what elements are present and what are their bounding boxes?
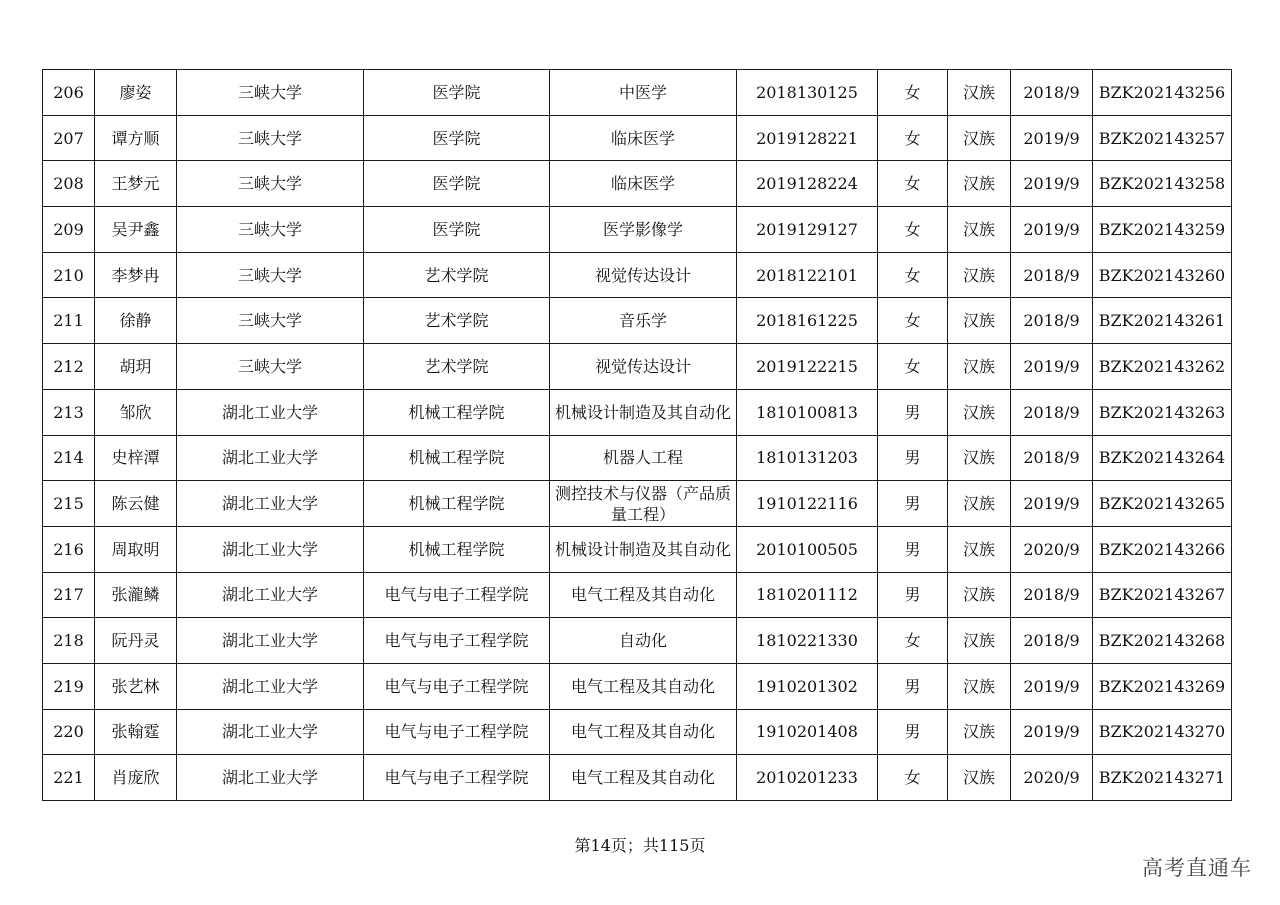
cell-row-number: 220 — [43, 709, 95, 755]
cell-college: 艺术学院 — [364, 252, 550, 298]
cell-college: 电气与电子工程学院 — [364, 572, 550, 618]
cell-college: 电气与电子工程学院 — [364, 618, 550, 664]
cell-student-id: 2019122215 — [737, 344, 878, 390]
cell-row-number: 206 — [43, 70, 95, 116]
cell-row-number: 221 — [43, 755, 95, 801]
cell-major: 机器人工程 — [550, 435, 737, 481]
table-row — [43, 618, 1232, 664]
cell-ethnicity: 汉族 — [948, 298, 1011, 344]
cell-enrollment-date: 2018/9 — [1011, 572, 1093, 618]
table-row — [43, 572, 1232, 618]
cell-ethnicity: 汉族 — [948, 572, 1011, 618]
cell-student-id: 1910122116 — [737, 481, 878, 527]
cell-college: 医学院 — [364, 161, 550, 207]
cell-university: 三峡大学 — [177, 70, 364, 116]
cell-ethnicity: 汉族 — [948, 161, 1011, 207]
cell-ethnicity: 汉族 — [948, 526, 1011, 572]
cell-student-name: 张翰霆 — [95, 709, 177, 755]
cell-student-id: 2019128221 — [737, 115, 878, 161]
cell-college: 机械工程学院 — [364, 389, 550, 435]
cell-student-id: 2010100505 — [737, 526, 878, 572]
cell-ethnicity: 汉族 — [948, 435, 1011, 481]
table-row — [43, 389, 1232, 435]
cell-university: 三峡大学 — [177, 252, 364, 298]
cell-gender: 女 — [878, 115, 948, 161]
cell-certificate-number: BZK202143269 — [1093, 663, 1232, 709]
cell-gender: 男 — [878, 435, 948, 481]
table-row — [43, 70, 1232, 116]
cell-gender: 女 — [878, 70, 948, 116]
cell-row-number: 210 — [43, 252, 95, 298]
cell-certificate-number: BZK202143262 — [1093, 344, 1232, 390]
cell-row-number: 211 — [43, 298, 95, 344]
cell-ethnicity: 汉族 — [948, 755, 1011, 801]
cell-university: 湖北工业大学 — [177, 572, 364, 618]
cell-university: 湖北工业大学 — [177, 481, 364, 527]
cell-enrollment-date: 2019/9 — [1011, 481, 1093, 527]
cell-college: 艺术学院 — [364, 298, 550, 344]
cell-enrollment-date: 2019/9 — [1011, 344, 1093, 390]
table-row — [43, 709, 1232, 755]
cell-university: 三峡大学 — [177, 207, 364, 253]
cell-student-name: 张瀧鳞 — [95, 572, 177, 618]
cell-student-name: 张艺林 — [95, 663, 177, 709]
cell-certificate-number: BZK202143261 — [1093, 298, 1232, 344]
cell-major: 机械设计制造及其自动化 — [550, 526, 737, 572]
cell-student-id: 1810201112 — [737, 572, 878, 618]
cell-certificate-number: BZK202143265 — [1093, 481, 1232, 527]
cell-college: 医学院 — [364, 115, 550, 161]
cell-enrollment-date: 2018/9 — [1011, 389, 1093, 435]
cell-certificate-number: BZK202143264 — [1093, 435, 1232, 481]
cell-college: 机械工程学院 — [364, 435, 550, 481]
cell-enrollment-date: 2020/9 — [1011, 526, 1093, 572]
cell-university: 三峡大学 — [177, 161, 364, 207]
cell-student-name: 王梦元 — [95, 161, 177, 207]
cell-major: 自动化 — [550, 618, 737, 664]
table-row — [43, 161, 1232, 207]
cell-ethnicity: 汉族 — [948, 344, 1011, 390]
cell-enrollment-date: 2019/9 — [1011, 663, 1093, 709]
cell-university: 湖北工业大学 — [177, 618, 364, 664]
cell-gender: 女 — [878, 344, 948, 390]
cell-enrollment-date: 2019/9 — [1011, 115, 1093, 161]
cell-row-number: 209 — [43, 207, 95, 253]
cell-university: 湖北工业大学 — [177, 663, 364, 709]
cell-student-name: 吴尹鑫 — [95, 207, 177, 253]
cell-enrollment-date: 2019/9 — [1011, 709, 1093, 755]
cell-certificate-number: BZK202143259 — [1093, 207, 1232, 253]
cell-major: 视觉传达设计 — [550, 252, 737, 298]
cell-student-name: 李梦冉 — [95, 252, 177, 298]
cell-row-number: 216 — [43, 526, 95, 572]
cell-university: 三峡大学 — [177, 298, 364, 344]
table-row — [43, 344, 1232, 390]
cell-university: 三峡大学 — [177, 115, 364, 161]
cell-major: 医学影像学 — [550, 207, 737, 253]
cell-row-number: 212 — [43, 344, 95, 390]
cell-major: 电气工程及其自动化 — [550, 709, 737, 755]
cell-major: 电气工程及其自动化 — [550, 663, 737, 709]
cell-major: 电气工程及其自动化 — [550, 755, 737, 801]
cell-certificate-number: BZK202143257 — [1093, 115, 1232, 161]
cell-row-number: 219 — [43, 663, 95, 709]
cell-college: 机械工程学院 — [364, 526, 550, 572]
cell-student-id: 1810221330 — [737, 618, 878, 664]
cell-student-id: 2018130125 — [737, 70, 878, 116]
cell-certificate-number: BZK202143260 — [1093, 252, 1232, 298]
table-row — [43, 755, 1232, 801]
cell-ethnicity: 汉族 — [948, 252, 1011, 298]
cell-certificate-number: BZK202143258 — [1093, 161, 1232, 207]
cell-student-id: 2010201233 — [737, 755, 878, 801]
cell-college: 机械工程学院 — [364, 481, 550, 527]
cell-student-name: 阮丹灵 — [95, 618, 177, 664]
cell-enrollment-date: 2020/9 — [1011, 755, 1093, 801]
cell-row-number: 213 — [43, 389, 95, 435]
cell-gender: 男 — [878, 572, 948, 618]
cell-major: 机械设计制造及其自动化 — [550, 389, 737, 435]
cell-certificate-number: BZK202143266 — [1093, 526, 1232, 572]
cell-gender: 女 — [878, 618, 948, 664]
cell-student-id: 2018161225 — [737, 298, 878, 344]
table-row — [43, 526, 1232, 572]
cell-college: 电气与电子工程学院 — [364, 709, 550, 755]
watermark-logo-text: 高考直通车 — [1142, 856, 1252, 880]
cell-enrollment-date: 2018/9 — [1011, 252, 1093, 298]
cell-student-name: 邹欣 — [95, 389, 177, 435]
cell-gender: 女 — [878, 252, 948, 298]
cell-enrollment-date: 2018/9 — [1011, 435, 1093, 481]
page-number-label: 第14页；共115页 — [574, 836, 706, 855]
cell-enrollment-date: 2019/9 — [1011, 207, 1093, 253]
cell-college: 医学院 — [364, 70, 550, 116]
cell-enrollment-date: 2018/9 — [1011, 618, 1093, 664]
cell-ethnicity: 汉族 — [948, 207, 1011, 253]
cell-gender: 女 — [878, 755, 948, 801]
cell-ethnicity: 汉族 — [948, 709, 1011, 755]
cell-ethnicity: 汉族 — [948, 70, 1011, 116]
cell-major: 临床医学 — [550, 161, 737, 207]
cell-university: 湖北工业大学 — [177, 435, 364, 481]
cell-row-number: 215 — [43, 481, 95, 527]
cell-major: 中医学 — [550, 70, 737, 116]
cell-university: 三峡大学 — [177, 344, 364, 390]
cell-university: 湖北工业大学 — [177, 389, 364, 435]
cell-gender: 女 — [878, 298, 948, 344]
records-body — [43, 70, 1232, 801]
cell-student-id: 1810100813 — [737, 389, 878, 435]
cell-gender: 男 — [878, 481, 948, 527]
cell-enrollment-date: 2019/9 — [1011, 161, 1093, 207]
cell-certificate-number: BZK202143256 — [1093, 70, 1232, 116]
cell-student-name: 肖庞欣 — [95, 755, 177, 801]
table-row — [43, 663, 1232, 709]
cell-college: 电气与电子工程学院 — [364, 663, 550, 709]
cell-student-name: 廖姿 — [95, 70, 177, 116]
cell-student-id: 1810131203 — [737, 435, 878, 481]
cell-student-id: 2019129127 — [737, 207, 878, 253]
table-row — [43, 298, 1232, 344]
cell-university: 湖北工业大学 — [177, 709, 364, 755]
cell-row-number: 214 — [43, 435, 95, 481]
cell-college: 医学院 — [364, 207, 550, 253]
cell-certificate-number: BZK202143267 — [1093, 572, 1232, 618]
cell-major: 临床医学 — [550, 115, 737, 161]
cell-student-name: 史梓潭 — [95, 435, 177, 481]
cell-major: 音乐学 — [550, 298, 737, 344]
cell-ethnicity: 汉族 — [948, 481, 1011, 527]
cell-row-number: 218 — [43, 618, 95, 664]
cell-major: 视觉传达设计 — [550, 344, 737, 390]
cell-gender: 男 — [878, 389, 948, 435]
cell-student-name: 陈云健 — [95, 481, 177, 527]
cell-gender: 女 — [878, 161, 948, 207]
table-row — [43, 435, 1232, 481]
records-table — [42, 69, 1232, 801]
cell-gender: 男 — [878, 526, 948, 572]
cell-student-name: 谭方顺 — [95, 115, 177, 161]
cell-student-id: 2018122101 — [737, 252, 878, 298]
cell-certificate-number: BZK202143263 — [1093, 389, 1232, 435]
cell-row-number: 207 — [43, 115, 95, 161]
cell-college: 电气与电子工程学院 — [364, 755, 550, 801]
cell-certificate-number: BZK202143270 — [1093, 709, 1232, 755]
cell-certificate-number: BZK202143268 — [1093, 618, 1232, 664]
cell-row-number: 208 — [43, 161, 95, 207]
cell-gender: 男 — [878, 663, 948, 709]
cell-student-id: 1910201302 — [737, 663, 878, 709]
cell-college: 艺术学院 — [364, 344, 550, 390]
cell-major: 测控技术与仪器（产品质量工程） — [550, 481, 737, 527]
cell-student-name: 周取明 — [95, 526, 177, 572]
cell-gender: 男 — [878, 709, 948, 755]
table-row — [43, 481, 1232, 527]
cell-ethnicity: 汉族 — [948, 618, 1011, 664]
cell-row-number: 217 — [43, 572, 95, 618]
cell-student-id: 2019128224 — [737, 161, 878, 207]
cell-student-name: 胡玥 — [95, 344, 177, 390]
cell-university: 湖北工业大学 — [177, 755, 364, 801]
cell-university: 湖北工业大学 — [177, 526, 364, 572]
table-row — [43, 115, 1232, 161]
cell-enrollment-date: 2018/9 — [1011, 70, 1093, 116]
cell-gender: 女 — [878, 207, 948, 253]
table-row — [43, 207, 1232, 253]
cell-student-name: 徐静 — [95, 298, 177, 344]
cell-ethnicity: 汉族 — [948, 115, 1011, 161]
cell-major: 电气工程及其自动化 — [550, 572, 737, 618]
cell-ethnicity: 汉族 — [948, 663, 1011, 709]
table-row — [43, 252, 1232, 298]
cell-enrollment-date: 2018/9 — [1011, 298, 1093, 344]
cell-student-id: 1910201408 — [737, 709, 878, 755]
cell-ethnicity: 汉族 — [948, 389, 1011, 435]
cell-certificate-number: BZK202143271 — [1093, 755, 1232, 801]
